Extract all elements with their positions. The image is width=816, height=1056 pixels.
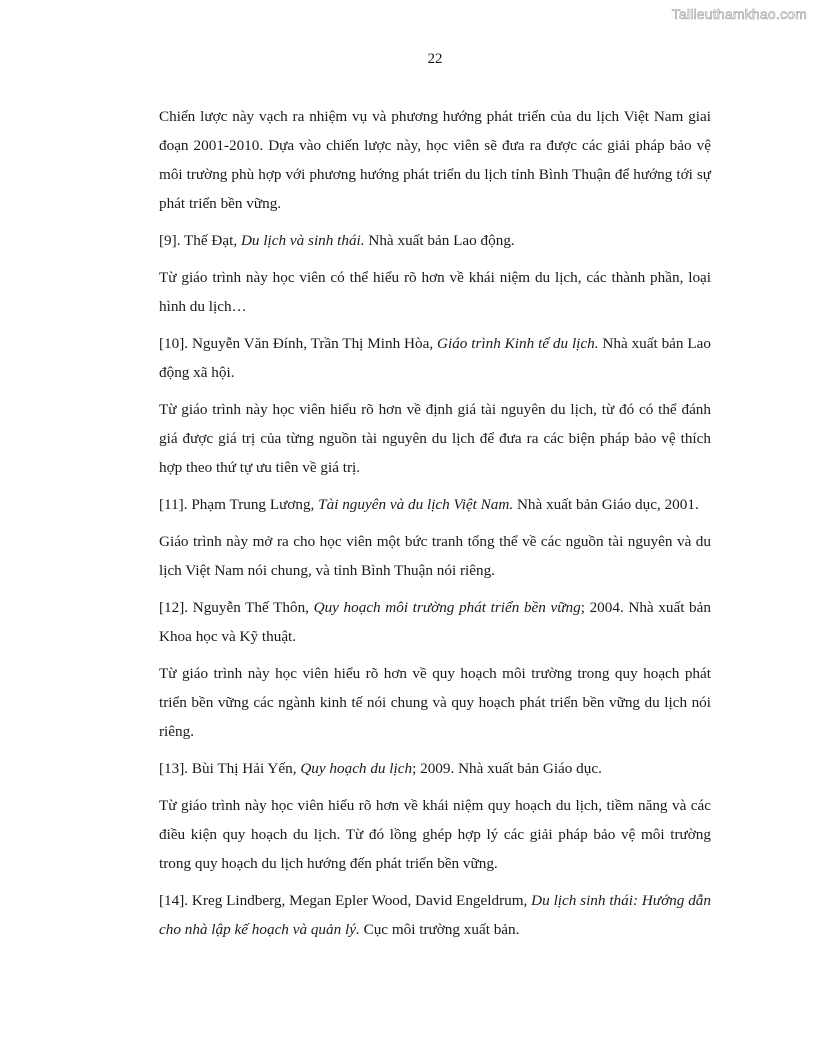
body-paragraph: Từ giáo trình này học viên hiểu rõ hơn về định giá tài nguyên du lịch, từ đó có thể đánh giá được giá trị của từng nguồn tài nguyên du lịch để đưa ra các biện pháp bảo vệ thích hợp theo thứ tự ưu tiên về giá trị. — [159, 401, 711, 476]
reference-publisher: Cục môi trường xuất bản. — [359, 921, 520, 938]
reference-title: Du lịch sinh thái: Hướng dẫn cho nhà lập kế hoạch và quản lý. — [159, 892, 711, 938]
reference-title: Du lịch và sinh thái. — [240, 232, 365, 249]
body-paragraph: Giáo trình này mở ra cho học viên một bức tranh tổng thể về các nguồn tài nguyên và du lịch Việt Nam nói chung, và tỉnh Bình Thuận nói riêng. — [159, 533, 711, 579]
reference-authors: [13]. Bùi Thị Hải Yến, — [159, 760, 301, 777]
reference-publisher: ; 2004. Nhà xuất bản Khoa học và Kỹ thuật. — [159, 599, 711, 645]
reference-publisher: Nhà xuất bản Giáo dục, 2001. — [513, 496, 699, 513]
reference-publisher: Nhà xuất bản Lao động. — [364, 232, 515, 249]
reference-entry-13 — [159, 754, 711, 783]
reference-authors: [10]. Nguyễn Văn Đính, Trần Thị Minh Hòa, — [159, 335, 438, 352]
reference-title: Tài nguyên và du lịch Việt Nam. — [318, 496, 514, 513]
reference-entry-10 — [159, 329, 711, 387]
document-body — [159, 102, 711, 952]
watermark-text: Tailieuthamkhao.com — [671, 6, 807, 22]
reference-authors: [14]. Kreg Lindberg, Megan Epler Wood, David Engeldrum, — [159, 892, 532, 909]
reference-entry-9 — [159, 226, 711, 255]
body-paragraph: Từ giáo trình này học viên hiểu rõ hơn về quy hoạch môi trường trong quy hoạch phát triển bền vững các ngành kinh tế nói chung và quy hoạch phát triển bền vững du lịch nói riêng. — [159, 665, 711, 740]
reference-publisher: ; 2009. Nhà xuất bản Giáo dục. — [412, 760, 602, 777]
reference-entry-12 — [159, 593, 711, 651]
reference-title: Quy hoạch môi trường phát triển bền vững — [313, 599, 581, 616]
reference-authors: [11]. Phạm Trung Lương, — [159, 496, 319, 513]
reference-entry-14 — [159, 886, 711, 944]
body-paragraph: Từ giáo trình này học viên có thể hiểu rõ hơn về khái niệm du lịch, các thành phần, loại hình du lịch… — [159, 269, 711, 315]
body-paragraph: Từ giáo trình này học viên hiểu rõ hơn về khái niệm quy hoạch du lịch, tiềm năng và các điều kiện quy hoạch du lịch. Từ đó lồng ghép hợp lý các giải pháp bảo vệ môi trường trong quy hoạch du lịch hướng đến phát triển bền vững. — [159, 797, 711, 872]
reference-title: Quy hoạch du lịch — [300, 760, 413, 777]
reference-title: Giáo trình Kinh tế du lịch. — [437, 335, 599, 352]
page-number: 22 — [427, 51, 443, 67]
reference-entry-11 — [159, 490, 711, 519]
reference-authors: [12]. Nguyễn Thế Thôn, — [159, 599, 314, 616]
body-paragraph: Chiến lược này vạch ra nhiệm vụ và phương hướng phát triển của du lịch Việt Nam giai đoạn 2001-2010. Dựa vào chiến lược này, học viên sẽ đưa ra được các giải pháp bảo vệ môi trường phù hợp với phương hướng phát triển du lịch tỉnh Bình Thuận để hướng tới sự phát triển bền vững. — [159, 108, 711, 212]
reference-publisher: Nhà xuất bản Lao động xã hội. — [159, 335, 711, 381]
reference-authors: [9]. Thế Đạt, — [159, 232, 241, 249]
